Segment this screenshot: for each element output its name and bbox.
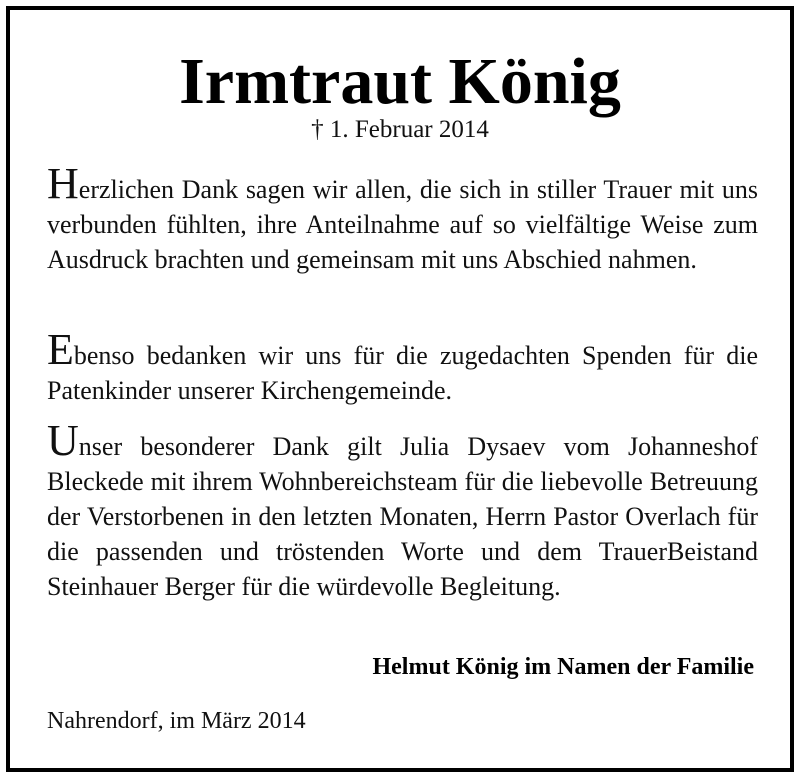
paragraph-text: nser besonderer Dank gilt Julia Dysaev vom Johanneshof Bleckede mit ihrem Wohnbereichsteam für die liebevolle Betreuung der Verstorbenen in den letzten Monaten, Herrn Pastor Overlach für die passenden und tröstenden Worte und dem TrauerBeistand Steinhauer Berger für die würdevolle Begleitung.: [47, 432, 758, 601]
donations-paragraph: [47, 325, 758, 408]
obituary-notice: [6, 6, 794, 772]
special-thanks-paragraph: [47, 416, 758, 604]
death-date: † 1. Februar 2014: [311, 116, 489, 143]
place-and-date: Nahrendorf, im März 2014: [47, 708, 306, 734]
deceased-name: Irmtraut König: [179, 45, 621, 118]
paragraph-initial: E: [47, 325, 74, 374]
paragraph-text: benso bedanken wir uns für die zugedachten Spenden für die Patenkinder unserer Kirchengemeinde.: [47, 341, 758, 405]
paragraph-initial: U: [47, 416, 79, 465]
paragraph-initial: H: [47, 159, 79, 208]
paragraph-text: erzlichen Dank sagen wir allen, die sich in stiller Trauer mit uns verbunden fühlten, ihre Anteilnahme auf so vielfältige Weise zum Ausdruck brachten und gemeinsam mit uns Abschied nahmen.: [47, 175, 758, 274]
thanks-paragraph: [47, 159, 758, 277]
signature: Helmut König im Namen der Familie: [372, 654, 754, 680]
